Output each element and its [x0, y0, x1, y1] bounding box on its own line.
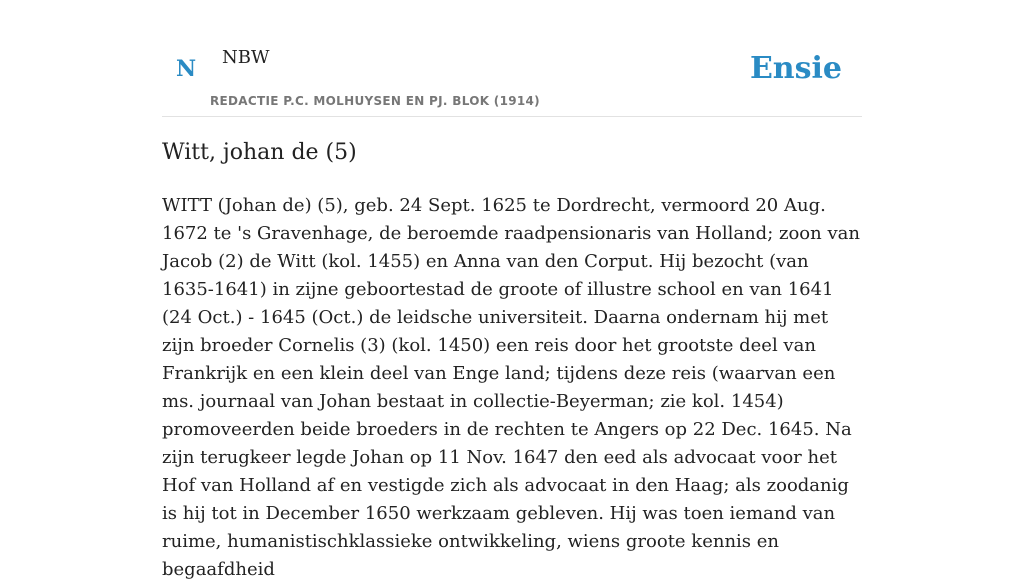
site-name[interactable]: NBW	[222, 47, 270, 68]
brand-logo[interactable]: Ensie	[749, 51, 842, 86]
article-body: WITT (Johan de) (5), geb. 24 Sept. 1625 te Dordrecht, vermoord 20 Aug. 1672 te 's Gravenhage, de beroemde raadpensionaris van Holland; zoon van Jacob (2) de Witt (kol. 1455) en Anna van den Corput. Hij bezocht (van 1635-1641) in zijne geboortestad de groote of illustre school en van 1641 (24 Oct.) - 1645 (Oct.) de leidsche universiteit. Daarna ondernam hij met zijn broeder Cornelis (3) (kol. 1450) een reis door het grootste deel van Frankrijk en een klein deel van Enge land; tijdens deze reis (waarvan een ms. journaal van Johan bestaat in collectie-Beyerman; zie kol. 1454) promoveerden beide broeders in de rechten te Angers op 22 Dec. 1645. Na zijn terugkeer legde Johan op 11 Nov. 1647 den eed als advocaat voor het Hof van Holland af en vestigde zich als advocaat in den Haag; als zoodanig is hij tot in December 1650 werkzaam gebleven. Hij was toen iemand van ruime, humanistischklassieke ontwikkeling, wiens groote kennis en begaafdheid	[162, 195, 860, 580]
page-title: Witt, johan de (5)	[162, 140, 357, 165]
site-header	[162, 0, 862, 117]
logo-icon[interactable]: N	[176, 56, 197, 82]
editorial-subtitle: REDACTIE P.C. MOLHUYSEN EN PJ. BLOK (1914)	[210, 94, 540, 108]
